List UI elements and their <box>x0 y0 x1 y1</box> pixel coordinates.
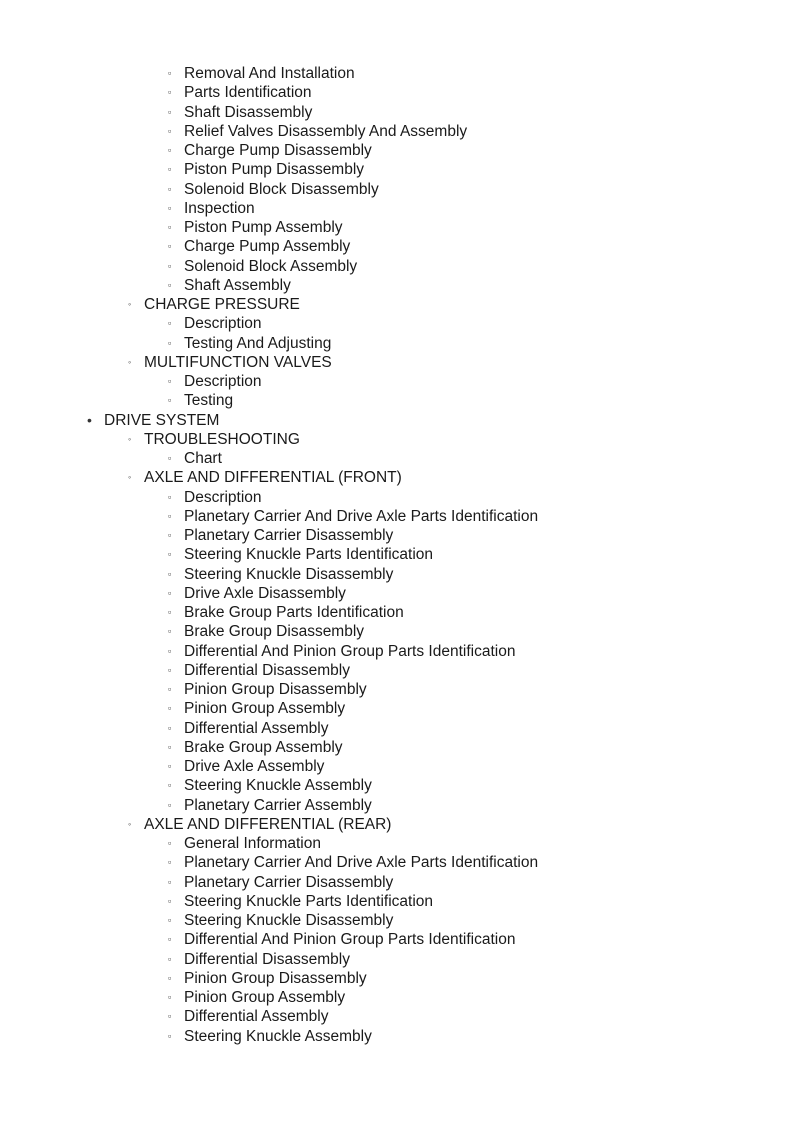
topic-item <box>0 507 794 526</box>
bullet-icon: ▫ <box>168 395 172 406</box>
bullet-icon: ▫ <box>168 318 172 329</box>
outline-item-label: Differential Assembly <box>184 1008 329 1026</box>
topic-item <box>0 603 794 622</box>
outline-item-label: DRIVE SYSTEM <box>104 411 220 429</box>
topic-item <box>0 699 794 718</box>
outline-item-label: Steering Knuckle Disassembly <box>184 565 394 583</box>
outline-item-label: Pinion Group Disassembly <box>184 681 367 698</box>
outline-item-label: Chart <box>184 450 222 467</box>
outline-item-label: Brake Group Disassembly <box>184 623 365 641</box>
topic-item <box>0 911 794 930</box>
outline-item-label: Steering Knuckle Parts Identification <box>184 892 433 910</box>
outline-item-label: Description <box>184 315 262 333</box>
topic-item <box>0 661 794 680</box>
outline-item-label: Drive Axle Assembly <box>184 758 325 775</box>
section-heading-item <box>0 411 794 430</box>
bullet-icon: ◦ <box>128 356 132 367</box>
bullet-icon: ▫ <box>168 607 172 617</box>
table-of-contents-list <box>0 64 794 1046</box>
outline-item-label: Solenoid Block Disassembly <box>184 180 379 198</box>
outline-item-label: Piston Pump Disassembly <box>184 161 365 179</box>
topic-item <box>0 680 794 699</box>
bullet-icon: ▫ <box>168 530 172 540</box>
outline-item-label: AXLE AND DIFFERENTIAL (REAR) <box>144 815 392 833</box>
bullet-icon: ▫ <box>168 222 172 232</box>
bullet-icon: ▫ <box>168 202 172 213</box>
topic-item <box>0 160 794 179</box>
bullet-icon: ◦ <box>128 472 132 483</box>
topic-item <box>0 873 794 892</box>
outline-item-label: Description <box>184 373 262 390</box>
topic-item <box>0 449 794 468</box>
bullet-icon: ▫ <box>168 838 172 848</box>
bullet-icon: ▫ <box>168 972 172 983</box>
outline-item-label: Relief Valves Disassembly And Assembly <box>184 122 468 140</box>
outline-item-label: Brake Group Assembly <box>184 738 343 756</box>
topic-item <box>0 83 794 102</box>
outline-item-label: Testing <box>184 392 234 410</box>
topic-item <box>0 738 794 757</box>
topic-item <box>0 545 794 564</box>
topic-item <box>0 334 794 353</box>
outline-item-label: Piston Pump Assembly <box>184 219 343 236</box>
topic-item <box>0 930 794 949</box>
topic-item <box>0 314 794 333</box>
outline-item-label: Differential And Pinion Group Parts Identification <box>184 642 516 660</box>
topic-item <box>0 892 794 911</box>
bullet-icon: ▫ <box>168 183 172 194</box>
bullet-icon: ▫ <box>168 241 172 252</box>
bullet-icon: ▫ <box>168 992 172 1002</box>
bullet-icon: ▫ <box>168 722 172 733</box>
outline-item-label: Shaft Assembly <box>184 276 291 294</box>
outline-item-label: Inspection <box>184 199 255 217</box>
outline-item-label: Description <box>184 488 262 506</box>
topic-item <box>0 276 794 295</box>
bullet-icon: ▫ <box>168 761 172 771</box>
bullet-icon: ▫ <box>168 106 172 117</box>
topic-item <box>0 988 794 1007</box>
bullet-icon: ◦ <box>128 299 132 309</box>
outline-item-label: Removal And Installation <box>184 65 355 82</box>
bullet-icon: ▫ <box>168 664 172 675</box>
topic-item <box>0 853 794 872</box>
bullet-icon: • <box>87 411 92 428</box>
outline-item-label: MULTIFUNCTION VALVES <box>144 353 332 371</box>
outline-item-label: General Information <box>184 835 321 852</box>
bullet-icon: ▫ <box>168 626 172 637</box>
bullet-icon: ▫ <box>168 895 172 906</box>
bullet-icon: ▫ <box>168 453 172 463</box>
topic-item <box>0 122 794 141</box>
topic-item <box>0 719 794 738</box>
outline-item-label: Steering Knuckle Assembly <box>184 777 372 795</box>
topic-item <box>0 237 794 256</box>
outline-item-label: Pinion Group Assembly <box>184 989 346 1006</box>
outline-item-label: Planetary Carrier And Drive Axle Parts Identification <box>184 854 539 872</box>
outline-item-label: Differential Disassembly <box>184 661 350 679</box>
outline-item-label: Solenoid Block Assembly <box>184 257 358 275</box>
bullet-icon: ▫ <box>168 741 172 752</box>
topic-item <box>0 1027 794 1046</box>
outline-item-label: Differential Disassembly <box>184 950 350 968</box>
bullet-icon: ▫ <box>168 1030 172 1041</box>
topic-item <box>0 180 794 199</box>
topic-item <box>0 488 794 507</box>
topic-item <box>0 757 794 776</box>
topic-item <box>0 642 794 661</box>
subsection-item <box>0 430 794 449</box>
bullet-icon: ▫ <box>168 491 172 502</box>
outline-item-label: Planetary Carrier Disassembly <box>184 873 394 891</box>
bullet-icon: ▫ <box>168 953 172 964</box>
outline-item-label: Steering Knuckle Assembly <box>184 1027 372 1045</box>
topic-item <box>0 391 794 410</box>
outline-item-label: TROUBLESHOOTING <box>144 430 300 448</box>
bullet-icon: ◦ <box>128 818 132 829</box>
bullet-icon: ▫ <box>168 645 172 656</box>
bullet-icon: ▫ <box>168 799 172 810</box>
bullet-icon: ▫ <box>168 568 172 579</box>
bullet-icon: ▫ <box>168 780 172 791</box>
outline-item-label: Pinion Group Disassembly <box>184 969 367 987</box>
bullet-icon: ▫ <box>168 68 172 78</box>
topic-item <box>0 565 794 584</box>
topic-item <box>0 584 794 603</box>
bullet-icon: ▫ <box>168 684 172 694</box>
topic-item <box>0 796 794 815</box>
outline-item-label: Testing And Adjusting <box>184 334 332 352</box>
bullet-icon: ▫ <box>168 145 172 155</box>
topic-item <box>0 257 794 276</box>
subsection-item <box>0 353 794 372</box>
outline-item-label: Differential And Pinion Group Parts Identification <box>184 931 516 949</box>
bullet-icon: ▫ <box>168 279 172 290</box>
outline-item-label: Planetary Carrier Disassembly <box>184 527 394 544</box>
outline-item-label: Planetary Carrier And Drive Axle Parts Identification <box>184 507 539 525</box>
bullet-icon: ▫ <box>168 260 172 271</box>
outline-item-label: Parts Identification <box>184 84 312 102</box>
subsection-item <box>0 468 794 487</box>
outline-item-label: Charge Pump Disassembly <box>184 142 372 159</box>
bullet-icon: ▫ <box>168 337 172 348</box>
outline-item-label: Shaft Disassembly <box>184 103 313 121</box>
subsection-item <box>0 295 794 314</box>
bullet-icon: ▫ <box>168 1011 172 1022</box>
bullet-icon: ▫ <box>168 857 172 868</box>
topic-item <box>0 103 794 122</box>
topic-item <box>0 526 794 545</box>
topic-item <box>0 64 794 83</box>
outline-item-label: Steering Knuckle Disassembly <box>184 912 394 929</box>
topic-item <box>0 969 794 988</box>
outline-item-label: Pinion Group Assembly <box>184 700 346 718</box>
bullet-icon: ▫ <box>168 376 172 386</box>
topic-item <box>0 622 794 641</box>
topic-item <box>0 372 794 391</box>
outline-item-label: Brake Group Parts Identification <box>184 604 404 621</box>
bullet-icon: ▫ <box>168 934 172 945</box>
outline-item-label: Differential Assembly <box>184 719 329 737</box>
outline-item-label: Charge Pump Assembly <box>184 238 351 256</box>
bullet-icon: ▫ <box>168 587 172 598</box>
bullet-icon: ▫ <box>168 510 172 521</box>
outline-item-label: Steering Knuckle Parts Identification <box>184 546 433 564</box>
topic-item <box>0 141 794 160</box>
subsection-item <box>0 815 794 834</box>
outline-item-label: Planetary Carrier Assembly <box>184 796 372 814</box>
bullet-icon: ▫ <box>168 87 172 98</box>
topic-item <box>0 834 794 853</box>
topic-item <box>0 776 794 795</box>
topic-item <box>0 1007 794 1026</box>
bullet-icon: ▫ <box>168 125 172 136</box>
bullet-icon: ▫ <box>168 876 172 887</box>
outline-item-label: CHARGE PRESSURE <box>144 296 300 313</box>
bullet-icon: ▫ <box>168 164 172 175</box>
outline-item-label: Drive Axle Disassembly <box>184 584 346 602</box>
topic-item <box>0 950 794 969</box>
topic-item <box>0 218 794 237</box>
topic-item <box>0 199 794 218</box>
bullet-icon: ▫ <box>168 915 172 925</box>
bullet-icon: ◦ <box>128 433 132 444</box>
bullet-icon: ▫ <box>168 703 172 714</box>
bullet-icon: ▫ <box>168 549 172 560</box>
outline-item-label: AXLE AND DIFFERENTIAL (FRONT) <box>144 469 402 487</box>
